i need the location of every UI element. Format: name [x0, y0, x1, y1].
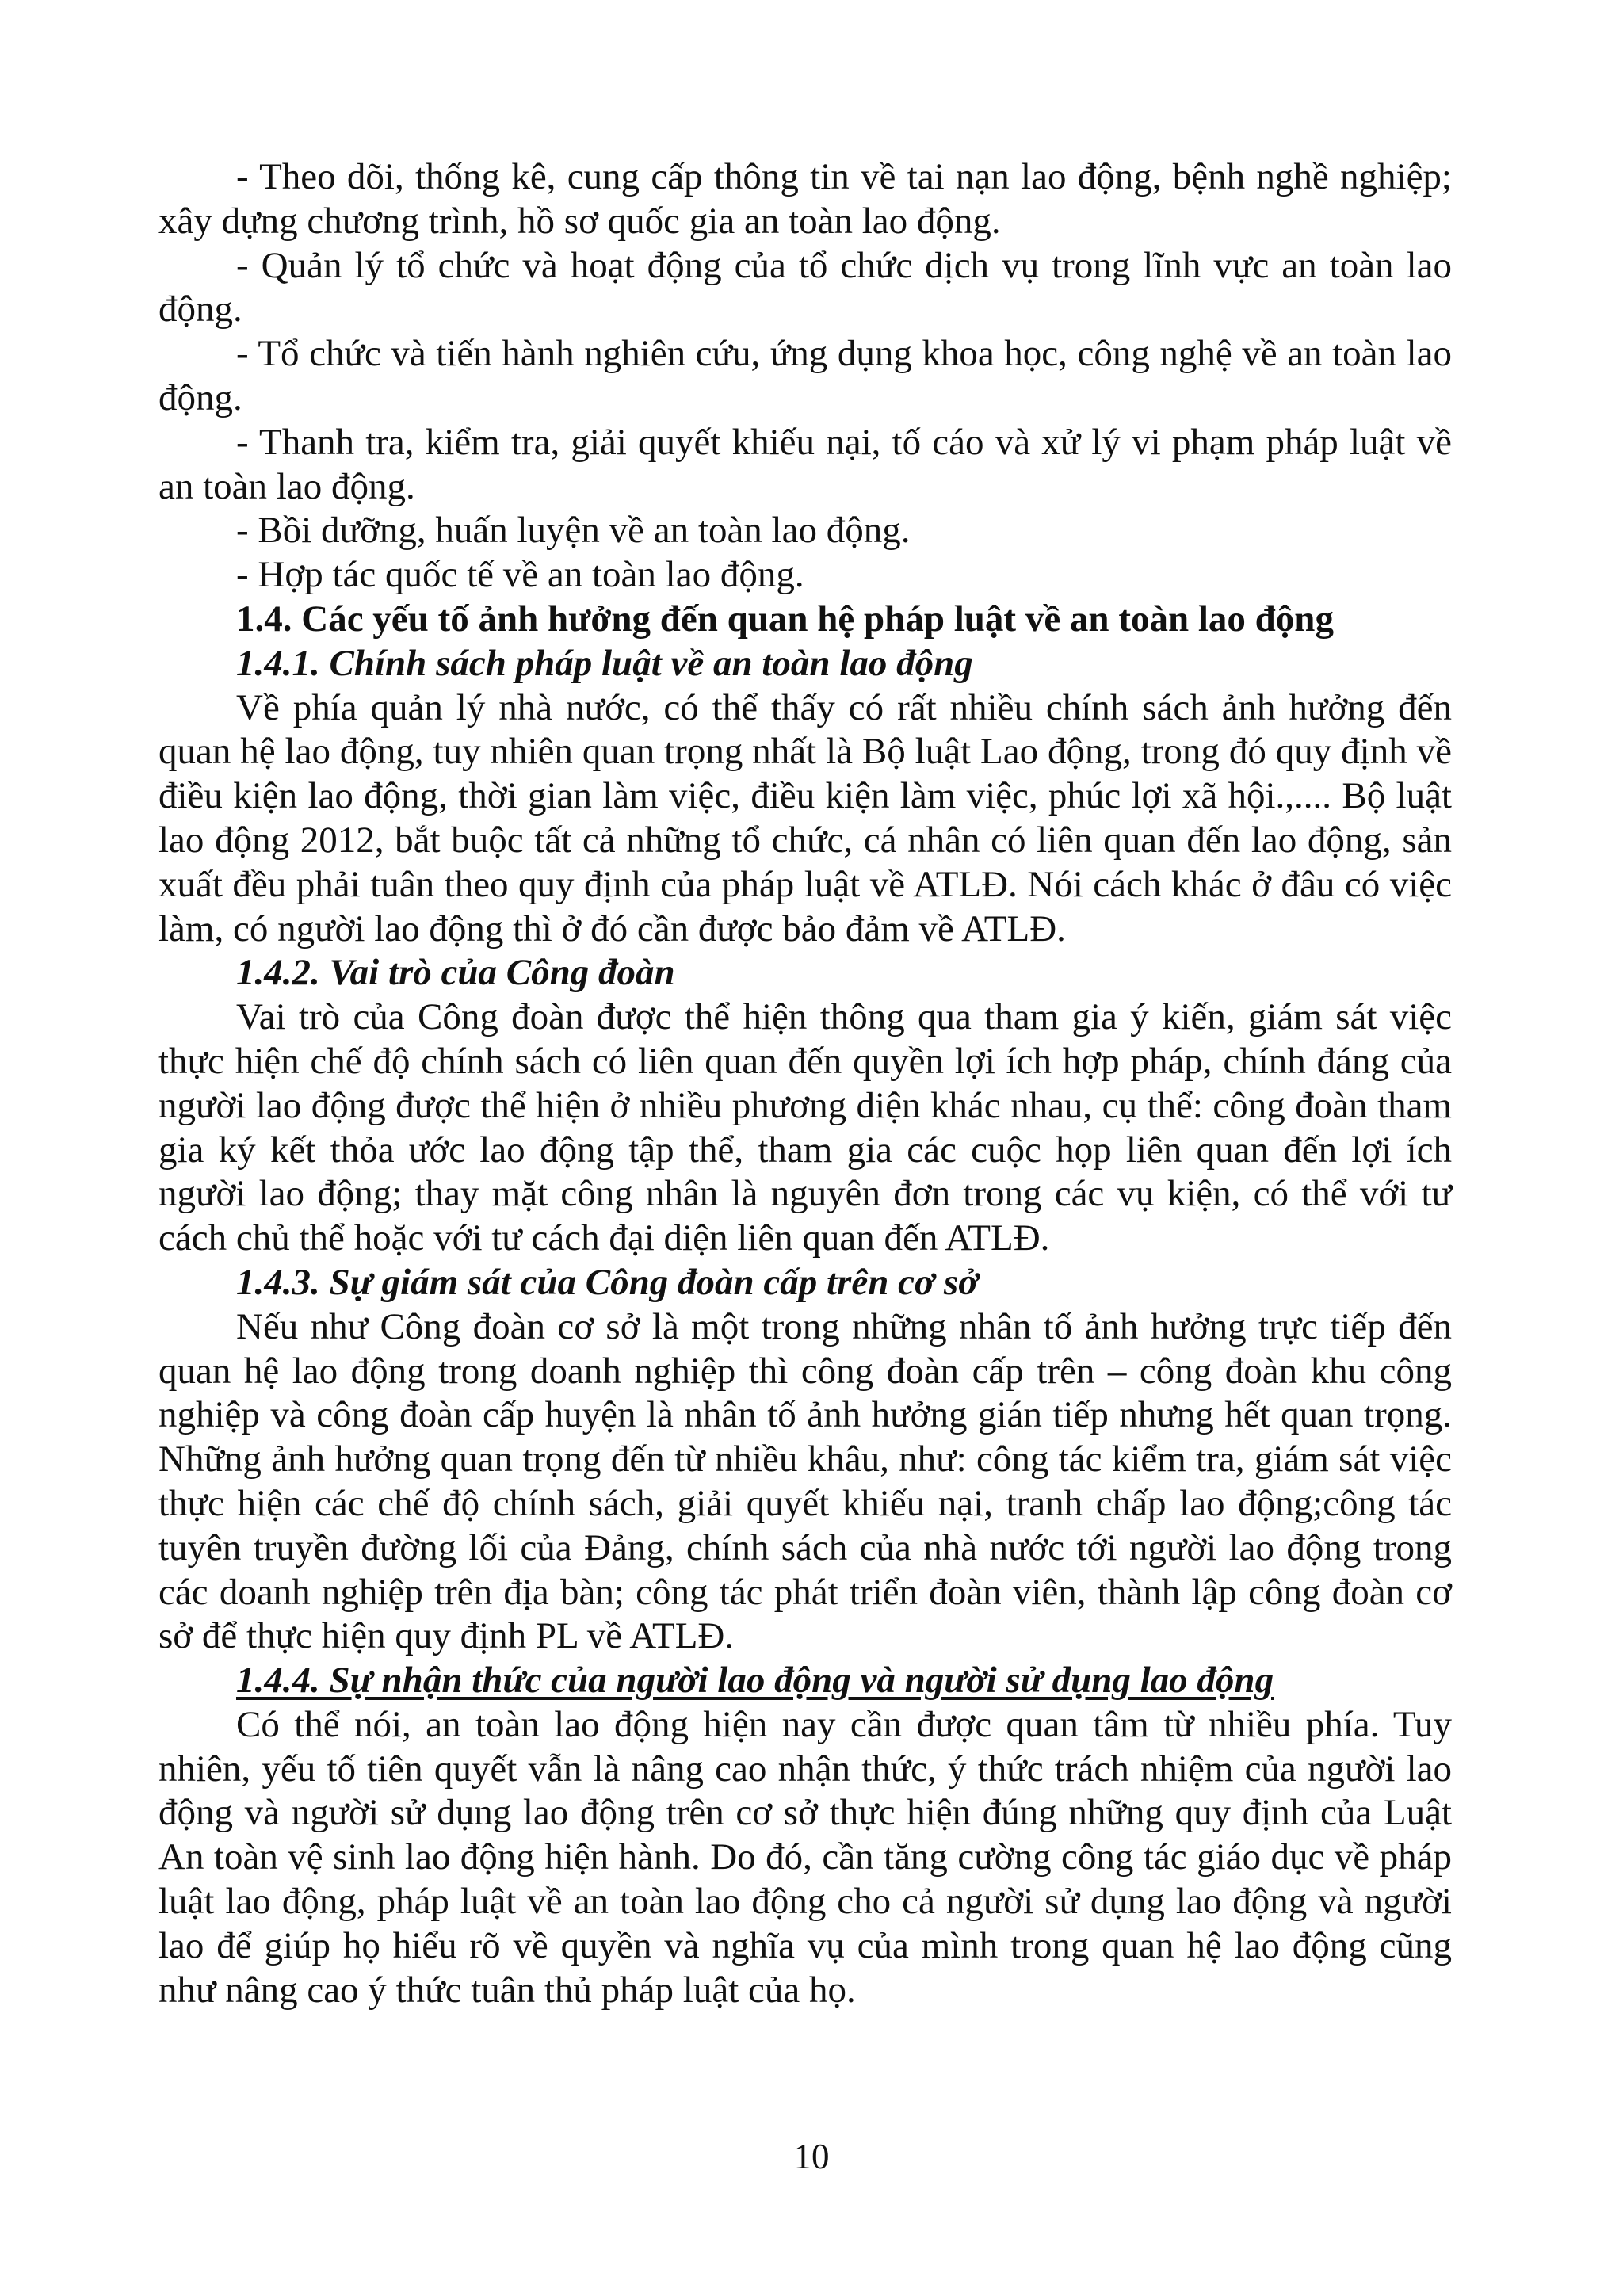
subsection-heading: 1.4.3. Sự giám sát của Công đoàn cấp trên cơ sở: [236, 1261, 979, 1303]
paragraph: Nếu như Công đoàn cơ sở là một trong những nhân tố ảnh hưởng trực tiếp đến quan hệ lao động trong doanh nghiệp thì công đoàn cấp trên – công đoàn khu công nghiệp và công đoàn cấp huyện là nhân tố ảnh hưởng gián tiếp nhưng hết quan trọng. Những ảnh hưởng quan trọng đến từ nhiều khâu, như: công tác kiểm tra, giám sát việc thực hiện các chế độ chính sách, giải quyết khiếu nại, tranh chấp lao động;công tác tuyên truyền đường lối của Đảng, chính sách của nhà nước tới người lao động trong các doanh nghiệp trên địa bàn; công tác phát triển đoàn viên, thành lập công đoàn cơ sở để thực hiện quy định PL về ATLĐ.: [158, 1305, 1452, 1657]
bullet-item: - Thanh tra, kiểm tra, giải quyết khiếu nại, tố cáo và xử lý vi phạm pháp luật về an toàn lao động.: [158, 421, 1452, 507]
page-number: 10: [793, 2137, 830, 2176]
page-body: [158, 155, 1452, 2012]
subsection-heading: 1.4.4. Sự nhận thức của người lao động và người sử dụng lao động: [236, 1660, 1274, 1702]
paragraph: Về phía quản lý nhà nước, có thể thấy có rất nhiều chính sách ảnh hưởng đến quan hệ lao động, tuy nhiên quan trọng nhất là Bộ luật Lao động, trong đó quy định về điều kiện lao động, thời gian làm việc, điều kiện làm việc, phúc lợi xã hội.,.... Bộ luật lao động 2012, bắt buộc tất cả những tổ chức, cá nhân có liên quan đến lao động, sản xuất đều phải tuân theo quy định của pháp luật về ATLĐ. Nói cách khác ở đâu có việc làm, có người lao động thì ở đó cần được bảo đảm về ATLĐ.: [158, 686, 1452, 949]
bullet-item: - Bồi dưỡng, huấn luyện về an toàn lao động.: [236, 510, 911, 552]
subsection-heading: 1.4.1. Chính sách pháp luật về an toàn lao động: [236, 642, 973, 684]
subsection-heading: 1.4.2. Vai trò của Công đoàn: [236, 952, 675, 994]
bullet-item: - Hợp tác quốc tế về an toàn lao động.: [236, 554, 804, 596]
paragraph: Vai trò của Công đoàn được thể hiện thông qua tham gia ý kiến, giám sát việc thực hiện chế độ chính sách có liên quan đến quyền lợi ích hợp pháp, chính đáng của người lao động được thể hiện ở nhiều phương diện khác nhau, cụ thể: công đoàn tham gia ký kết thỏa ước lao động tập thể, tham gia các cuộc họp liên quan đến lợi ích người lao động; thay mặt công nhân là nguyên đơn trong các vụ kiện, có thể với tư cách chủ thể hoặc với tư cách đại diện liên quan đến ATLĐ.: [158, 996, 1452, 1259]
section-heading: 1.4. Các yếu tố ảnh hưởng đến quan hệ pháp luật về an toàn lao động: [236, 598, 1334, 640]
bullet-item: - Tổ chức và tiến hành nghiên cứu, ứng dụng khoa học, công nghệ về an toàn lao động.: [158, 333, 1452, 418]
bullet-item: - Theo dõi, thống kê, cung cấp thông tin về tai nạn lao động, bệnh nghề nghiệp; xây dựng chương trình, hồ sơ quốc gia an toàn lao động.: [158, 156, 1452, 242]
bullet-item: - Quản lý tổ chức và hoạt động của tổ chức dịch vụ trong lĩnh vực an toàn lao động.: [158, 244, 1452, 330]
paragraph: Có thể nói, an toàn lao động hiện nay cần được quan tâm từ nhiều phía. Tuy nhiên, yếu tố tiên quyết vẫn là nâng cao nhận thức, ý thức trách nhiệm của người lao động và người sử dụng lao động trên cơ sở thực hiện đúng những quy định của Luật An toàn vệ sinh lao động hiện hành. Do đó, cần tăng cường công tác giáo dục về pháp luật lao động, pháp luật về an toàn lao động cho cả người sử dụng lao động và người lao để giúp họ hiểu rõ về quyền và nghĩa vụ của mình trong quan hệ lao động cũng như nâng cao ý thức tuân thủ pháp luật của họ.: [158, 1703, 1452, 2011]
